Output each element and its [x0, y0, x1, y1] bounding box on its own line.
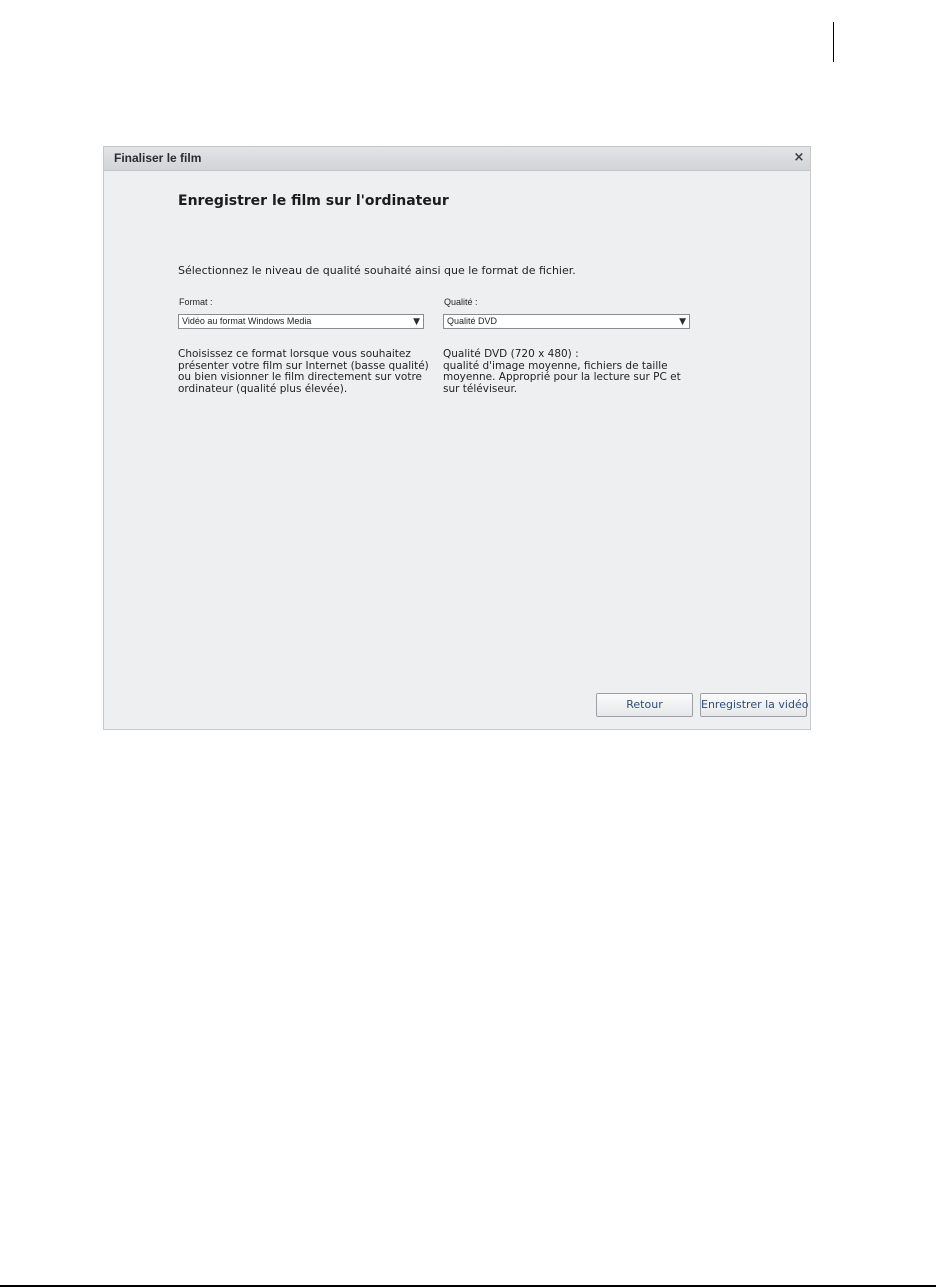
format-description-line: Choisissez ce format lorsque vous souhaitez — [178, 348, 411, 360]
quality-description-line: moyenne. Approprié pour la lecture sur PC et — [443, 371, 681, 383]
back-button[interactable]: Retour — [596, 693, 693, 717]
dialog-title: Finaliser le film — [114, 151, 202, 165]
save-video-button[interactable]: Enregistrer la vidéo — [700, 693, 807, 717]
format-selected-value: Vidéo au format Windows Media — [182, 316, 312, 326]
quality-select[interactable] — [443, 314, 690, 329]
quality-description-line: Qualité DVD (720 x 480) : — [443, 348, 579, 360]
page-bottom-rule — [0, 1285, 936, 1287]
quality-description — [443, 349, 693, 395]
quality-selected-value: Qualité DVD — [447, 316, 498, 326]
quality-label: Qualité : — [444, 297, 478, 307]
page-margin-rule — [833, 22, 834, 62]
format-description-line: ou bien visionner le film directement sur votre — [178, 371, 422, 383]
format-description-line: ordinateur (qualité plus élevée). — [178, 382, 348, 395]
finalize-movie-dialog — [103, 146, 811, 730]
quality-description-line: sur téléviseur. — [443, 382, 518, 395]
dialog-titlebar — [104, 147, 810, 171]
format-select[interactable] — [178, 314, 424, 329]
format-description-line: présenter votre film sur Internet (basse qualité) — [178, 359, 429, 372]
format-label: Format : — [179, 297, 213, 307]
instruction-text: Sélectionnez le niveau de qualité souhaité ainsi que le format de fichier. — [178, 264, 576, 277]
quality-description-line: qualité d'image moyenne, fichiers de taille — [443, 359, 668, 372]
close-icon[interactable]: × — [793, 150, 805, 165]
chevron-down-icon: ▼ — [679, 317, 686, 327]
chevron-down-icon: ▼ — [413, 317, 420, 327]
page-heading: Enregistrer le film sur l'ordinateur — [178, 193, 449, 209]
format-description — [178, 349, 428, 395]
